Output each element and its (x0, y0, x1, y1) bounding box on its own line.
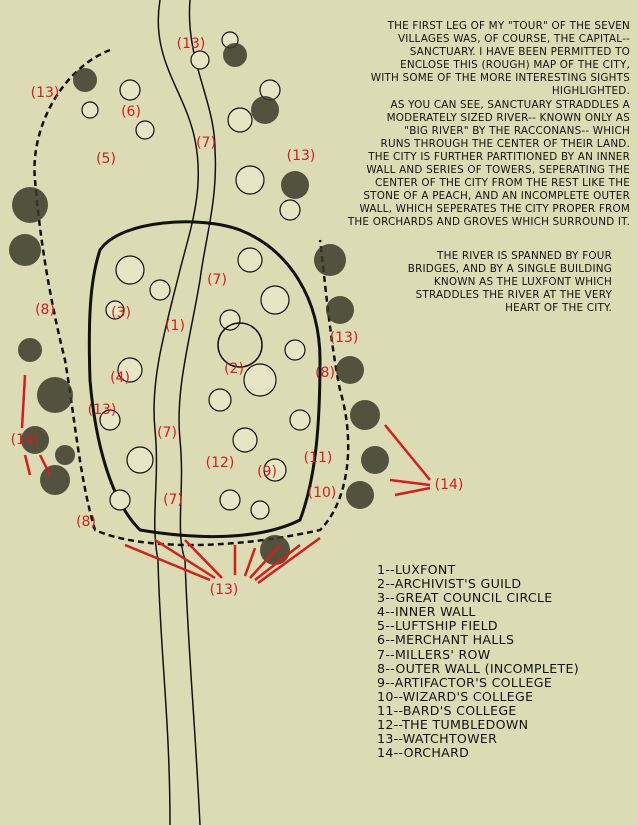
intro-line: WALL AND SERIES OF TOWERS, SEPERATING THE (366, 164, 630, 177)
marker-8-right: (8) (315, 365, 335, 381)
legend-item: 1--LUXFONT (377, 562, 456, 577)
legend-item: 6--MERCHANT HALLS (377, 632, 515, 648)
legend-item: 8--OUTER WALL (INCOMPLETE) (377, 660, 579, 676)
marker-3: (3) (111, 305, 131, 321)
legend-item: 14--ORCHARD (377, 745, 470, 761)
bridges-line: STRADDLES THE RIVER AT THE VERY (415, 289, 612, 302)
legend-item: 9--ARTIFACTOR'S COLLEGE (377, 674, 553, 690)
marker-5: (5) (96, 151, 116, 167)
marker-13-right: (13) (329, 330, 359, 346)
marker-4: (4) (110, 370, 130, 386)
bridges-line: THE RIVER IS SPANNED BY FOUR (437, 250, 612, 262)
bridges-line: KNOWN AS THE LUXFONT WHICH (433, 276, 612, 289)
intro-line: CENTER OF THE CITY FROM THE REST LIKE THE (375, 177, 630, 190)
intro-line: SANCTUARY. I HAVE BEEN PERMITTED TO (409, 46, 630, 59)
intro-line: "BIG RIVER" BY THE RACCONANS-- WHICH (404, 124, 630, 137)
intro-text (330, 20, 630, 230)
marker-6: (6) (121, 104, 141, 120)
marker-1: (1) (165, 318, 185, 334)
intro-line: THE ORCHARDS AND GROVES WHICH SURROUND IT. (347, 216, 630, 229)
legend-item: 13--WATCHTOWER (377, 731, 498, 747)
intro-line: THE FIRST LEG OF MY "TOUR" OF THE SEVEN (387, 20, 630, 32)
marker-13-top: (13) (176, 36, 206, 52)
intro-line: MODERATELY SIZED RIVER-- KNOWN ONLY AS (386, 111, 630, 124)
marker-13-upper-left: (13) (30, 85, 60, 101)
intro-line: RUNS THROUGH THE CENTER OF THEIR LAND. (380, 137, 630, 150)
intro-line: AS YOU CAN SEE, SANCTUARY STRADDLES A (390, 98, 630, 111)
legend-item: 10--WIZARD'S COLLEGE (377, 688, 534, 704)
bridges-line: BRIDGES, AND BY A SINGLE BUILDING (407, 263, 612, 276)
legend-item: 4--INNER WALL (377, 604, 476, 620)
marker-7-upper: (7) (196, 135, 216, 151)
marker-13-left: (13) (87, 402, 117, 418)
intro-line: THE CITY IS FURTHER PARTITIONED BY AN INNER (368, 150, 630, 163)
marker-8-left: (8) (35, 302, 55, 318)
intro-line: VILLAGES WAS, OF COURSE, THE CAPITAL-- (397, 33, 630, 46)
legend-item: 2--ARCHIVIST'S GUILD (377, 576, 522, 592)
marker-13-bottom: (13) (209, 582, 239, 598)
legend-item: 12--THE TUMBLEDOWN (377, 717, 529, 733)
marker-13-upper-right: (13) (286, 148, 316, 164)
marker-14-left: (14) (10, 432, 40, 448)
marker-10: (10) (307, 485, 337, 501)
intro-line: STONE OF A PEACH, AND AN INCOMPLETE OUTER (363, 190, 630, 203)
bridges-text (370, 250, 612, 315)
bridges-line: HEART OF THE CITY. (505, 302, 612, 315)
intro-line: WITH SOME OF THE MORE INTERESTING SIGHTS (370, 72, 630, 85)
marker-8-bottom: (8) (76, 514, 96, 530)
map-legend (377, 563, 579, 760)
marker-9: (9) (257, 464, 277, 480)
legend-item: 11--BARD'S COLLEGE (377, 702, 517, 718)
intro-line: ENCLOSE THIS (ROUGH) MAP OF THE CITY, (400, 59, 630, 72)
river (154, 0, 198, 825)
intro-line: HIGHLIGHTED. (551, 85, 630, 98)
intro-line: WALL, WHICH SEPERATES THE CITY PROPER FROM (359, 203, 630, 216)
marker-12: (12) (205, 455, 235, 471)
legend-item: 3--GREAT COUNCIL CIRCLE (377, 590, 553, 606)
marker-7-mid: (7) (207, 272, 227, 288)
marker-2: (2) (224, 361, 244, 377)
river-bank (176, 0, 215, 825)
marker-11: (11) (303, 450, 333, 466)
marker-7-lower: (7) (157, 425, 177, 441)
legend-item: 7--MILLERS' ROW (377, 646, 491, 662)
marker-14-right: (14) (434, 477, 464, 493)
legend-item: 5--LUFTSHIP FIELD (377, 618, 498, 634)
marker-7-bottom: (7) (163, 492, 183, 508)
